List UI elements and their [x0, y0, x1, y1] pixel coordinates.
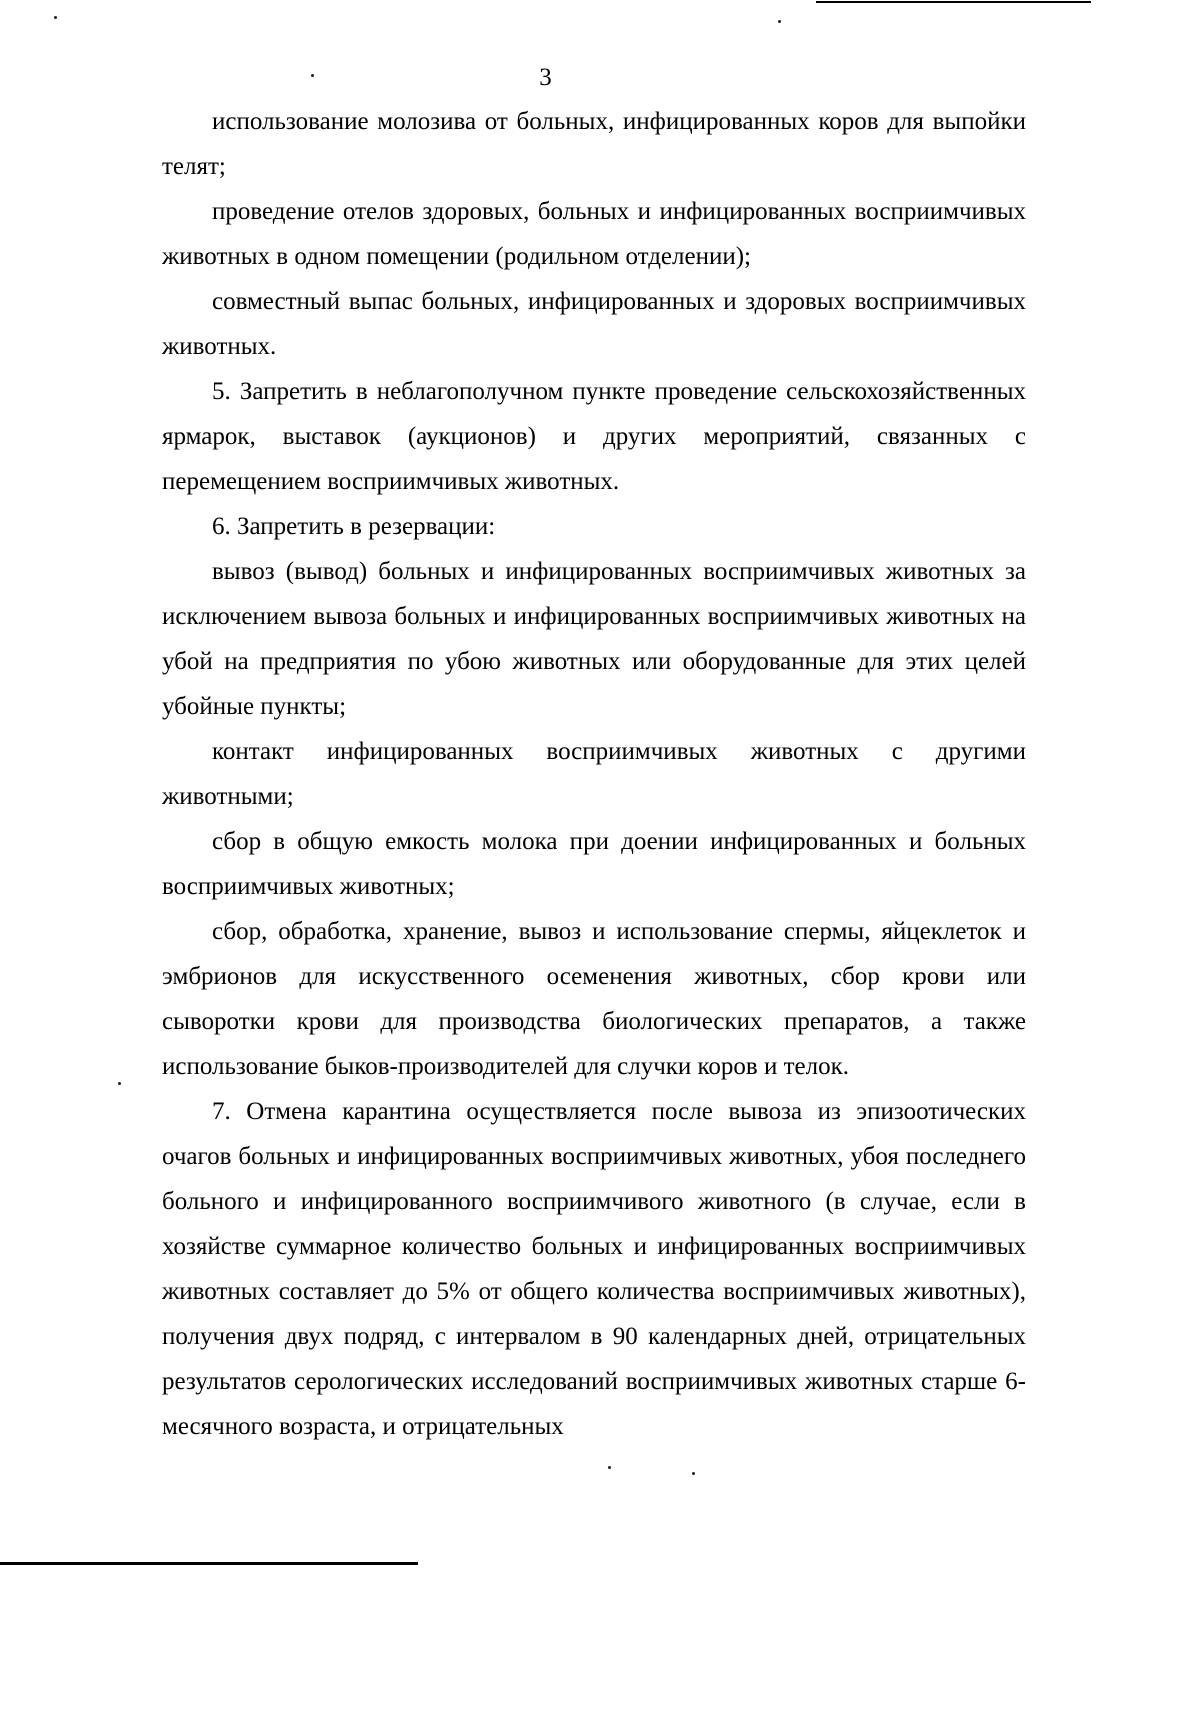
paragraph: 5. Запретить в неблагополучном пункте проведение сельскохозяйственных ярмарок, выставок (аукционов) и других мероприятий, связанных с перемещением восприимчивых животных.: [162, 378, 1026, 495]
paragraph: 7. Отмена карантина осуществляется после вывоза из эпизоотических очагов больных и инфицированных восприимчивых животных, убоя последнего больного и инфицированного восприимчивого животного (в случае, если в хозяйстве суммарное количество больных и инфицированных восприимчивых животных составляет до 5% от общего количества восприимчивых животных), получения двух подряд, с интервалом в 90 календарных дней, отрицательных результатов серологических исследований восприимчивых животных старше 6-месячного возраста, и отрицательных: [162, 1098, 1026, 1440]
paragraph: проведение отелов здоровых, больных и инфицированных восприимчивых животных в одном помещении (родильном отделении);: [162, 198, 1026, 270]
paragraph: контакт инфицированных восприимчивых животных с другими животными;: [162, 738, 1026, 810]
document-body: [162, 99, 1026, 1449]
paragraph: сбор, обработка, хранение, вывоз и использование спермы, яйцеклеток и эмбрионов для искусственного осеменения животных, сбор крови или сыворотки крови для производства биологических препаратов, а также использование быков-производителей для случки коров и телок.: [162, 918, 1026, 1080]
scan-speck: [311, 74, 314, 77]
scan-speck: [692, 1472, 695, 1475]
paragraph: 6. Запретить в резервации:: [212, 513, 496, 540]
paragraph: сбор в общую емкость молока при доении инфицированных и больных восприимчивых животных;: [162, 828, 1026, 900]
paragraph: использование молозива от больных, инфицированных коров для выпойки телят;: [162, 108, 1026, 180]
paragraph: совместный выпас больных, инфицированных и здоровых восприимчивых животных.: [162, 288, 1026, 360]
scan-speck: [608, 1466, 611, 1469]
scan-speck: [54, 16, 57, 19]
paragraph: вывоз (вывод) больных и инфицированных восприимчивых животных за исключением вывоза больных и инфицированных восприимчивых животных на убой на предприятия по убою животных или оборудованные для этих целей убойные пункты;: [162, 558, 1026, 720]
scan-speck: [778, 20, 781, 23]
scan-edge-line-top: [816, 1, 1091, 3]
scan-speck: [118, 1082, 121, 1085]
scan-edge-line-bottom: [0, 1562, 418, 1565]
page-number: 3: [539, 64, 552, 91]
